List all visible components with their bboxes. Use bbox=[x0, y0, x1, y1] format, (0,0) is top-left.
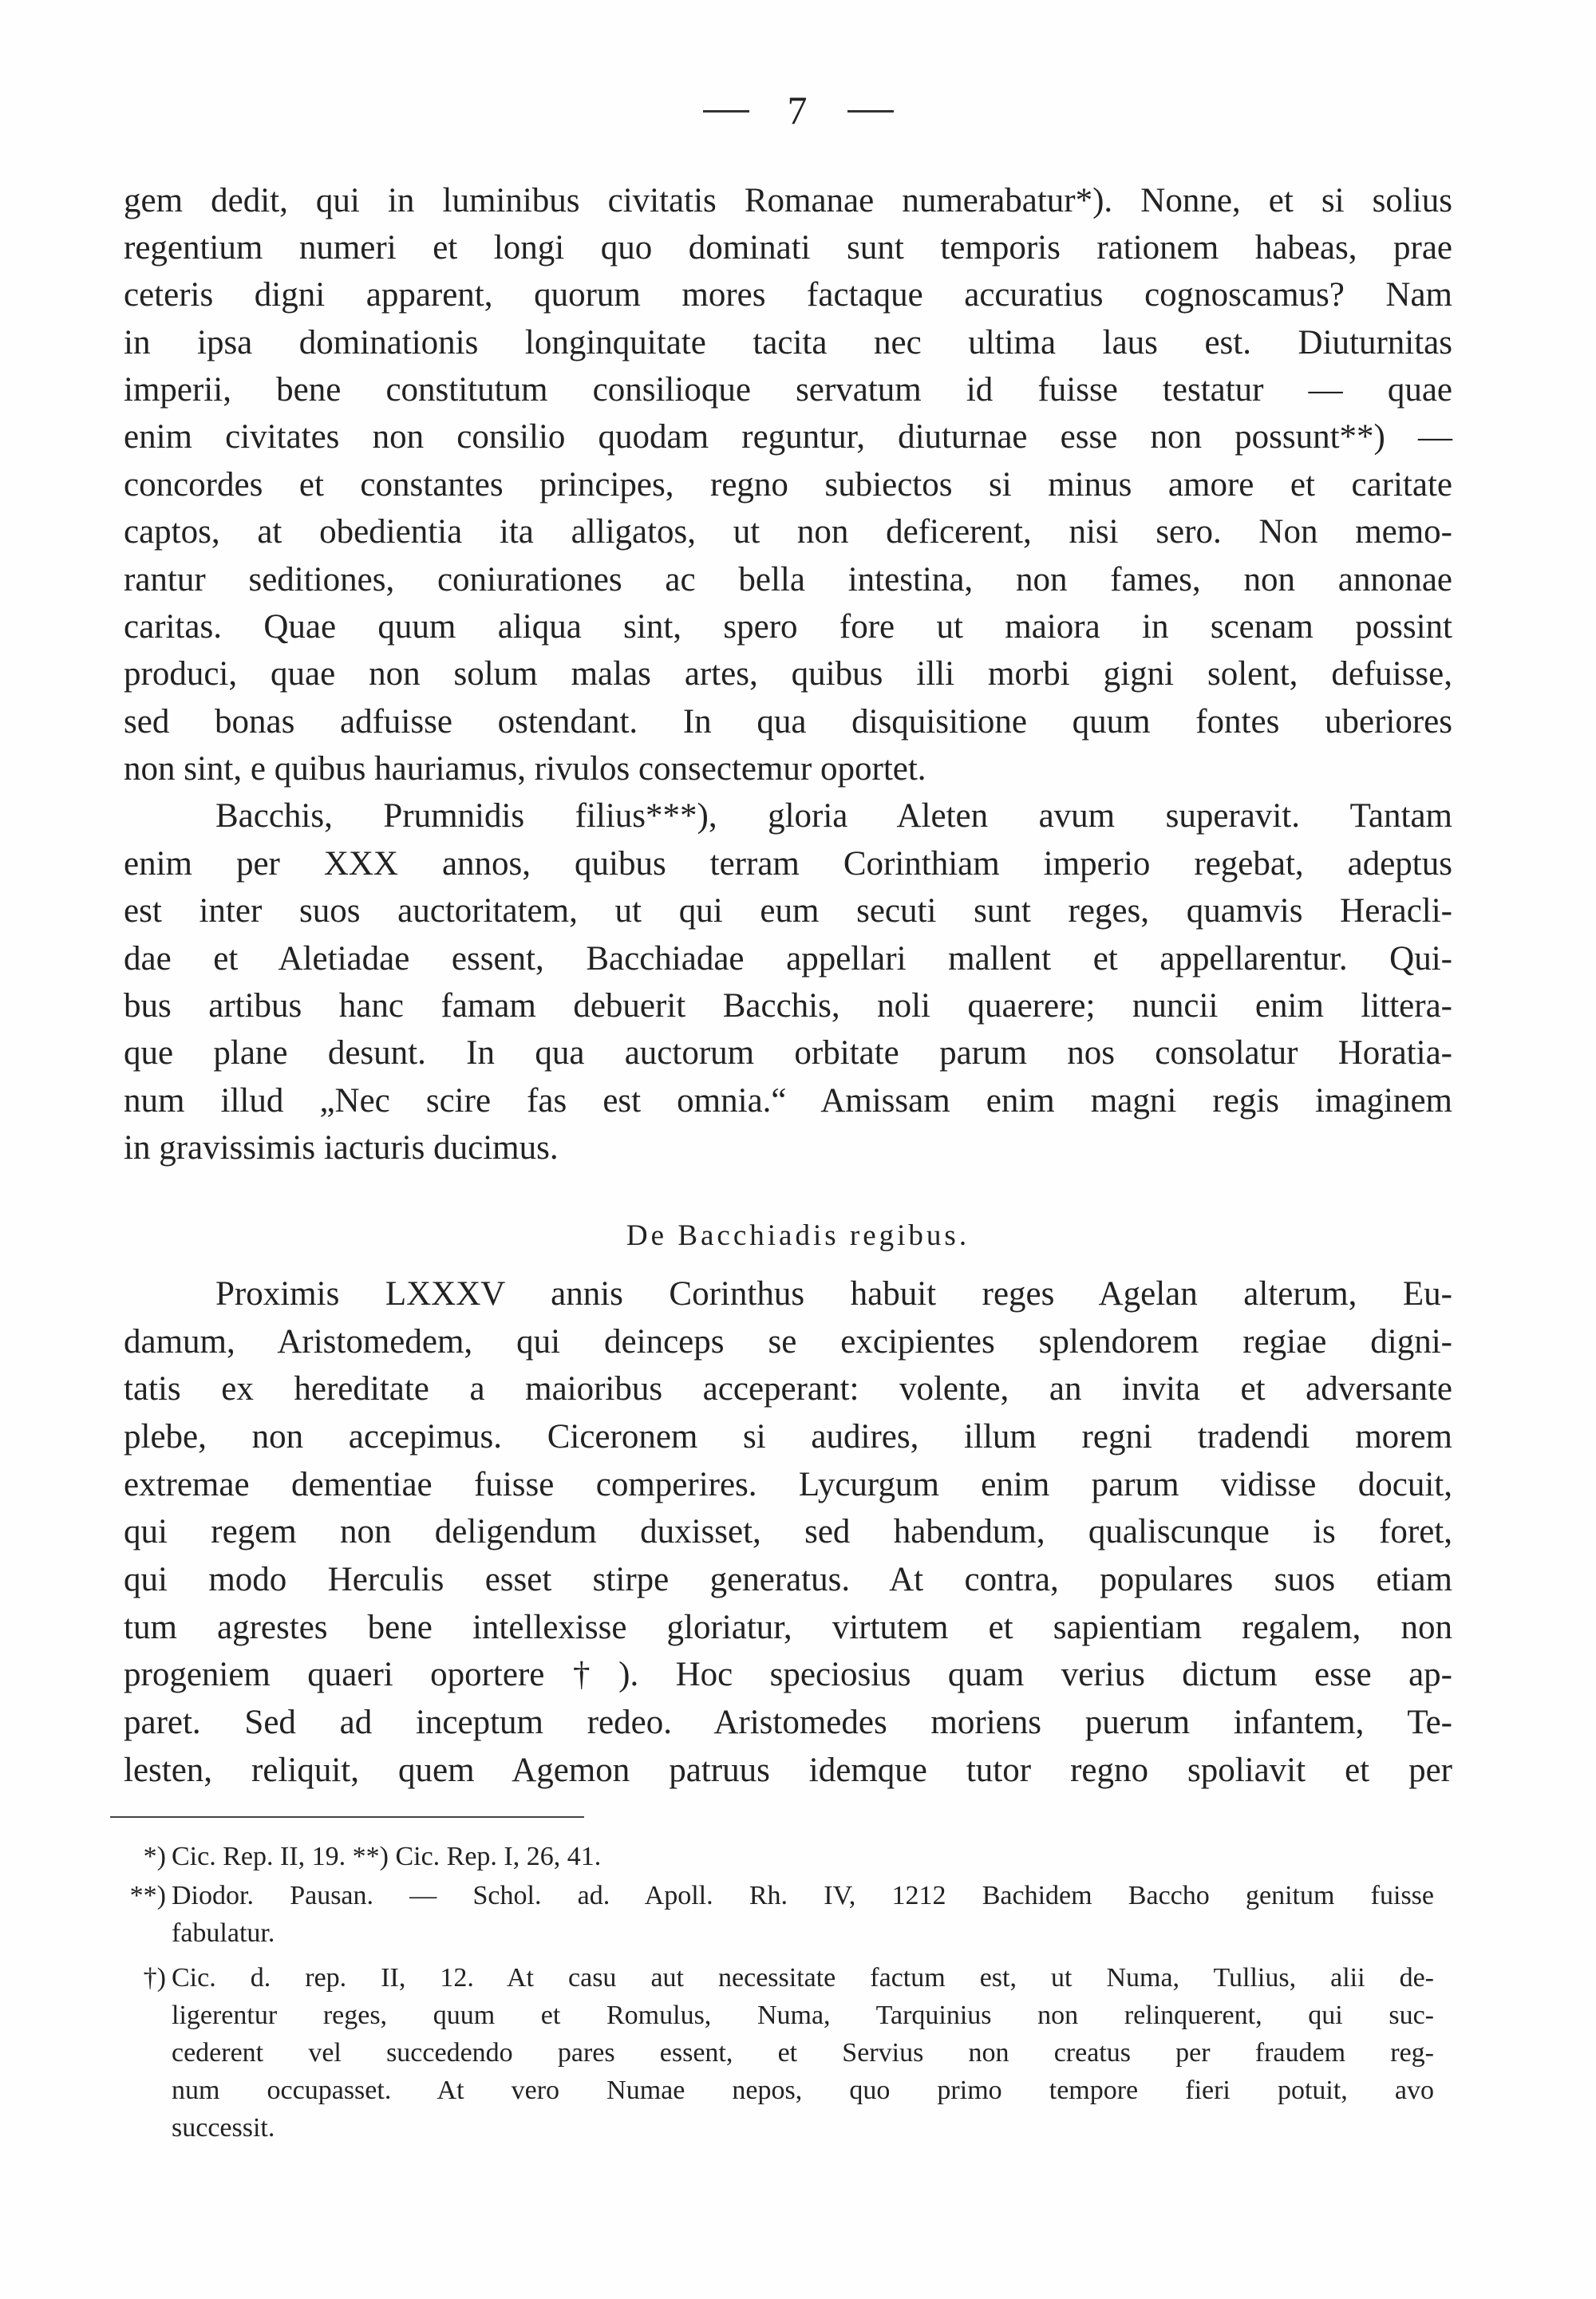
body-line: imperii, bene constitutum consilioque servatum id fuisse testatur — quae bbox=[124, 371, 1452, 409]
footnote-line: successit. bbox=[172, 2113, 275, 2143]
body-line: enim civitates non consilio quodam reguntur, diuturnae esse non possunt**) — bbox=[124, 418, 1452, 456]
footnote-line: Cic. d. rep. II, 12. At casu aut necessitate factum est, ut Numa, Tullius, alii de- bbox=[172, 1963, 1434, 1993]
body-line: sed bonas adfuisse ostendant. In qua disquisitione quum fontes uberiores bbox=[124, 703, 1452, 741]
footnote-line: fabulatur. bbox=[172, 1918, 275, 1948]
body-line: damum, Aristomedem, qui deinceps se excipientes splendorem regiae digni- bbox=[124, 1323, 1452, 1361]
body-line: lesten, reliquit, quem Agemon patruus idemque tutor regno spoliavit et per bbox=[124, 1752, 1452, 1789]
footnote-line: num occupasset. At vero Numae nepos, quo primo tempore fieri potuit, avo bbox=[172, 2076, 1434, 2105]
body-line: ceteris digni apparent, quorum mores factaque accuratius cognoscamus? Nam bbox=[124, 276, 1452, 314]
body-line: extremae dementiae fuisse comperires. Lycurgum enim parum vidisse docuit, bbox=[124, 1466, 1452, 1503]
body-line: tatis ex hereditate a maioribus acceperant: volente, an invita et adversante bbox=[124, 1370, 1452, 1408]
footnote-line: Diodor. Pausan. — Schol. ad. Apoll. Rh. IV, 1212 Bachidem Baccho genitum fuisse bbox=[172, 1881, 1434, 1910]
footnote-line: Cic. Rep. II, 19. **) Cic. Rep. I, 26, 41. bbox=[172, 1842, 602, 1871]
body-line: que plane desunt. In qua auctorum orbitate parum nos consolatur Horatia- bbox=[124, 1034, 1452, 1072]
body-line: non sint, e quibus hauriamus, rivulos consectemur oportet. bbox=[124, 750, 926, 788]
body-line: qui modo Herculis esset stirpe generatus. At contra, populares suos etiam bbox=[124, 1561, 1452, 1598]
body-line: plebe, non accepimus. Ciceronem si audires, illum regni tradendi morem bbox=[124, 1418, 1452, 1456]
page-number-dash-right bbox=[847, 110, 894, 113]
body-line: bus artibus hanc famam debuerit Bacchis, noli quaerere; nuncii enim littera- bbox=[124, 987, 1452, 1025]
body-line: dae et Aletiadae essent, Bacchiadae appellari mallent et appellarentur. Qui- bbox=[124, 940, 1452, 978]
body-line: tum agrestes bene intellexisse gloriatur, virtutem et sapientiam regalem, non bbox=[124, 1609, 1452, 1646]
body-line: captos, at obedientia ita alligatos, ut non deficerent, nisi sero. Non memo- bbox=[124, 513, 1452, 551]
body-line: produci, quae non solum malas artes, quibus illi morbi gigni solent, defuisse, bbox=[124, 655, 1452, 693]
footnote-line: cederent vel succedendo pares essent, et Servius non creatus per fraudem reg- bbox=[172, 2038, 1434, 2068]
body-line: Bacchis, Prumnidis filius***), gloria Aleten avum superavit. Tantam bbox=[215, 797, 1452, 835]
page-number-dash-left bbox=[703, 110, 749, 113]
body-line: progeniem quaeri oportere†). Hoc speciosius quam verius dictum esse ap- bbox=[124, 1656, 1452, 1693]
footnote-line: ligerentur reges, quum et Romulus, Numa, Tarquinius non relinquerent, qui suc- bbox=[172, 2001, 1434, 2030]
body-line: num illud „Nec scire fas est omnia.“ Amissam enim magni regis imaginem bbox=[124, 1082, 1452, 1120]
body-line: est inter suos auctoritatem, ut qui eum secuti sunt reges, quamvis Heracli- bbox=[124, 892, 1452, 930]
body-line: regentium numeri et longi quo dominati sunt temporis rationem habeas, prae bbox=[124, 229, 1452, 267]
footnote-marker: *) bbox=[143, 1842, 166, 1871]
body-line: in ipsa dominationis longinquitate tacita nec ultima laus est. Diuturnitas bbox=[124, 324, 1452, 361]
body-line: gem dedit, qui in luminibus civitatis Romanae numerabatur*). Nonne, et si solius bbox=[124, 182, 1452, 219]
body-line: concordes et constantes principes, regno subiectos si minus amore et caritate bbox=[124, 466, 1452, 504]
page-number-header bbox=[0, 86, 1596, 134]
body-line: caritas. Quae quum aliqua sint, spero fore ut maiora in scenam possint bbox=[124, 608, 1452, 646]
footnote-marker: **) bbox=[129, 1881, 166, 1910]
page-number: 7 bbox=[787, 88, 809, 132]
footnote-marker: †) bbox=[143, 1963, 166, 1993]
body-line: enim per XXX annos, quibus terram Corinthiam imperio regebat, adeptus bbox=[124, 845, 1452, 883]
body-line: paret. Sed ad inceptum redeo. Aristomedes moriens puerum infantem, Te- bbox=[124, 1704, 1452, 1741]
body-line: Proximis LXXXV annis Corinthus habuit reges Agelan alterum, Eu- bbox=[215, 1275, 1452, 1313]
body-line: in gravissimis iacturis ducimus. bbox=[124, 1129, 559, 1167]
footnote-separator-rule bbox=[110, 1816, 584, 1818]
body-line: qui regem non deligendum duxisset, sed habendum, qualiscunque is foret, bbox=[124, 1513, 1452, 1550]
section-heading: De Bacchiadis regibus. bbox=[626, 1219, 970, 1252]
body-line: rantur seditiones, coniurationes ac bella intestina, non fames, non annonae bbox=[124, 561, 1452, 598]
